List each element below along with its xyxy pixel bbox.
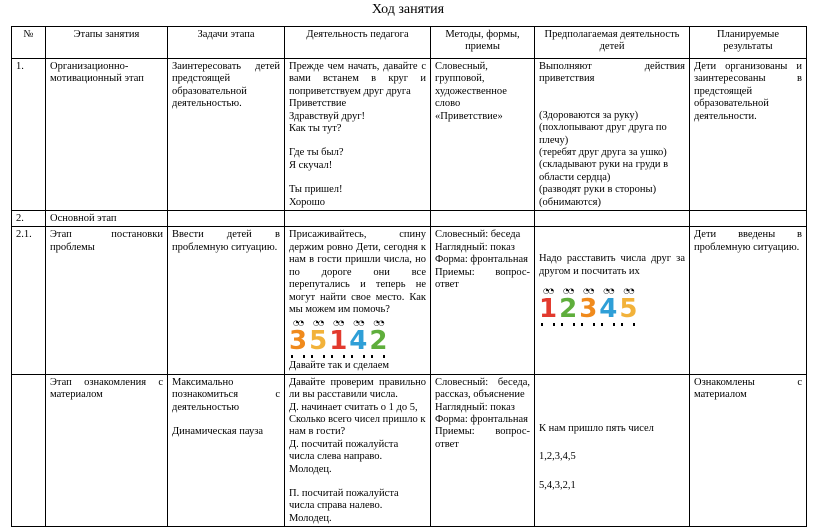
row-teacher [285, 227, 431, 374]
empty-cell [168, 211, 285, 227]
header-methods: Методы, формы, приемы [431, 27, 535, 59]
teacher-line: Где ты был? [289, 147, 344, 159]
digit-label: 5 [619, 294, 638, 325]
spacer [539, 464, 685, 476]
digit-label: 5 [309, 326, 328, 357]
digit-label: 4 [349, 326, 368, 357]
children-line: (складывают руки на груди в области сердца) [539, 159, 669, 183]
row-task: Заинтересовать детей предстоящей образовательной деятельностью. [168, 59, 285, 211]
digit-4-character: ◔◔ 4 [599, 287, 618, 325]
teacher-line: Приветствие [289, 98, 347, 110]
table-row [12, 211, 807, 227]
header-children: Предполагаемая деятельность детей [535, 27, 690, 59]
teacher-line: Хорошо [289, 196, 326, 208]
header-task: Задачи этапа [168, 27, 285, 59]
digit-2-character: ◔◔ 2 [559, 287, 578, 325]
method-line: Форма: фронтальная [435, 413, 528, 425]
ordered-digits-image [539, 288, 685, 326]
method-line: Приемы: вопрос-ответ [435, 266, 530, 291]
row-children [535, 227, 690, 374]
digit-label: 3 [579, 294, 598, 325]
digit-3-character: ◔◔ 3 [579, 287, 598, 325]
children-line: (обнимаются) [539, 196, 601, 208]
table-row [12, 227, 807, 374]
page-title: Ход занятия [371, 2, 445, 17]
header-teacher: Деятельность педагога [285, 27, 431, 59]
children-line: (разводят руки в стороны) [539, 184, 657, 196]
table-row [12, 59, 807, 211]
row-methods [431, 374, 535, 526]
method-line: Словесный: беседа, рассказ, объяснение [435, 376, 530, 401]
row-result: Ознакомлены с материалом [690, 374, 807, 526]
teacher-line: П. посчитай пожалуйста числа справа налево. Молодец. [289, 487, 399, 524]
digit-5-character: ◔◔ 5 [619, 287, 638, 325]
teacher-text: Присаживайтесь, спину держим ровно Дети, сегодня к нам в гости пришли числа, но по дороге они все перепутались и теперь не могут найти свое место. Как мы можем им помочь? [289, 229, 426, 315]
row-children [535, 374, 690, 526]
method-line: Приемы: вопрос-ответ [435, 426, 530, 450]
children-line: (Здороваются за руку) [539, 109, 639, 121]
teacher-line: Ты пришел! [289, 184, 343, 196]
table-row [12, 374, 807, 526]
row-methods [431, 227, 535, 374]
digit-label: 4 [599, 294, 618, 325]
empty-cell [431, 211, 535, 227]
children-line: К нам пришло пять чисел [539, 422, 654, 434]
header-stage: Этапы занятия [46, 27, 168, 59]
empty-cell [535, 211, 690, 227]
teacher-line: Прежде чем начать, давайте с вами встанем в круг и поприветствуем друг друга [289, 61, 426, 97]
row-stage: Основной этап [46, 211, 168, 227]
mixed-digits-image [289, 320, 426, 358]
method-line: Наглядный: показ [435, 401, 515, 413]
task-extra: Динамическая пауза [172, 425, 264, 437]
digit-label: 2 [559, 294, 578, 325]
teacher-line: Как ты тут? [289, 123, 342, 135]
row-methods: Словесный, групповой, художественное слово «Приветствие» [431, 59, 535, 211]
spacer [289, 172, 426, 184]
method-line: Форма: фронтальная [435, 254, 528, 266]
digit-1-character: ◔◔ 1 [539, 287, 558, 325]
spacer [539, 435, 685, 447]
spacer [539, 86, 685, 98]
method-line: Словесный: беседа [435, 229, 521, 241]
empty-cell [285, 211, 431, 227]
teacher-line: Давайте проверим правильно ли вы расставили числа. [289, 376, 426, 401]
digit-4-character: ◔◔ 4 [349, 319, 368, 357]
header-result: Планируемые результаты [690, 27, 807, 59]
method-line: Наглядный: показ [435, 241, 515, 253]
task-text: Максимально познакомиться с деятельностью [172, 376, 280, 413]
row-children [535, 59, 690, 211]
teacher-line: Здравствуй друг! [289, 110, 365, 122]
teacher-line: Я скучал! [289, 159, 333, 171]
digit-3-character: ◔◔ 3 [289, 319, 308, 357]
row-task [168, 374, 285, 526]
spacer [539, 98, 685, 110]
children-line: 5,4,3,2,1 [539, 479, 576, 491]
row-num [12, 374, 46, 526]
row-num: 2.1. [12, 227, 46, 374]
table-header-row [12, 27, 807, 59]
teacher-line: Д. посчитай пожалуйста числа слева направо. Молодец. [289, 438, 399, 475]
digit-2-character: ◔◔ 2 [369, 319, 388, 357]
row-teacher [285, 374, 431, 526]
digit-5-character: ◔◔ 5 [309, 319, 328, 357]
digit-label: 3 [289, 326, 308, 357]
lesson-table [11, 26, 807, 527]
row-teacher [285, 59, 431, 211]
row-stage: Организационно-мотивационный этап [46, 59, 168, 211]
children-line: 1,2,3,4,5 [539, 451, 576, 463]
teacher-end: Давайте так и сделаем [289, 360, 390, 372]
children-text: Надо расставить числа друг за другом и посчитать их [539, 253, 685, 277]
children-line: (похлопывают друг друга по плечу) [539, 122, 667, 146]
spacer [289, 135, 426, 147]
row-num: 2. [12, 211, 46, 227]
children-line: Выполняют действия приветствия [539, 61, 685, 85]
row-result: Дети введены в проблемную ситуацию. [690, 227, 807, 374]
row-result: Дети организованы и заинтересованы в предстоящей образовательной деятельности. [690, 59, 807, 211]
row-stage: Этап постановки проблемы [46, 227, 168, 374]
digit-label: 2 [369, 326, 388, 357]
digit-label: 1 [539, 294, 558, 325]
empty-cell [690, 211, 807, 227]
digit-label: 1 [329, 326, 348, 357]
row-num: 1. [12, 59, 46, 211]
teacher-line: Д. начинает считать о 1 до 5, Сколько всего чисел пришло к нам в гости? [289, 401, 426, 438]
row-task: Ввести детей в проблемную ситуацию. [168, 227, 285, 374]
children-line: (теребят друг друга за ушко) [539, 147, 667, 159]
row-stage: Этап ознакомления с материалом [46, 374, 168, 526]
header-num: № [12, 27, 46, 59]
digit-1-character: ◔◔ 1 [329, 319, 348, 357]
